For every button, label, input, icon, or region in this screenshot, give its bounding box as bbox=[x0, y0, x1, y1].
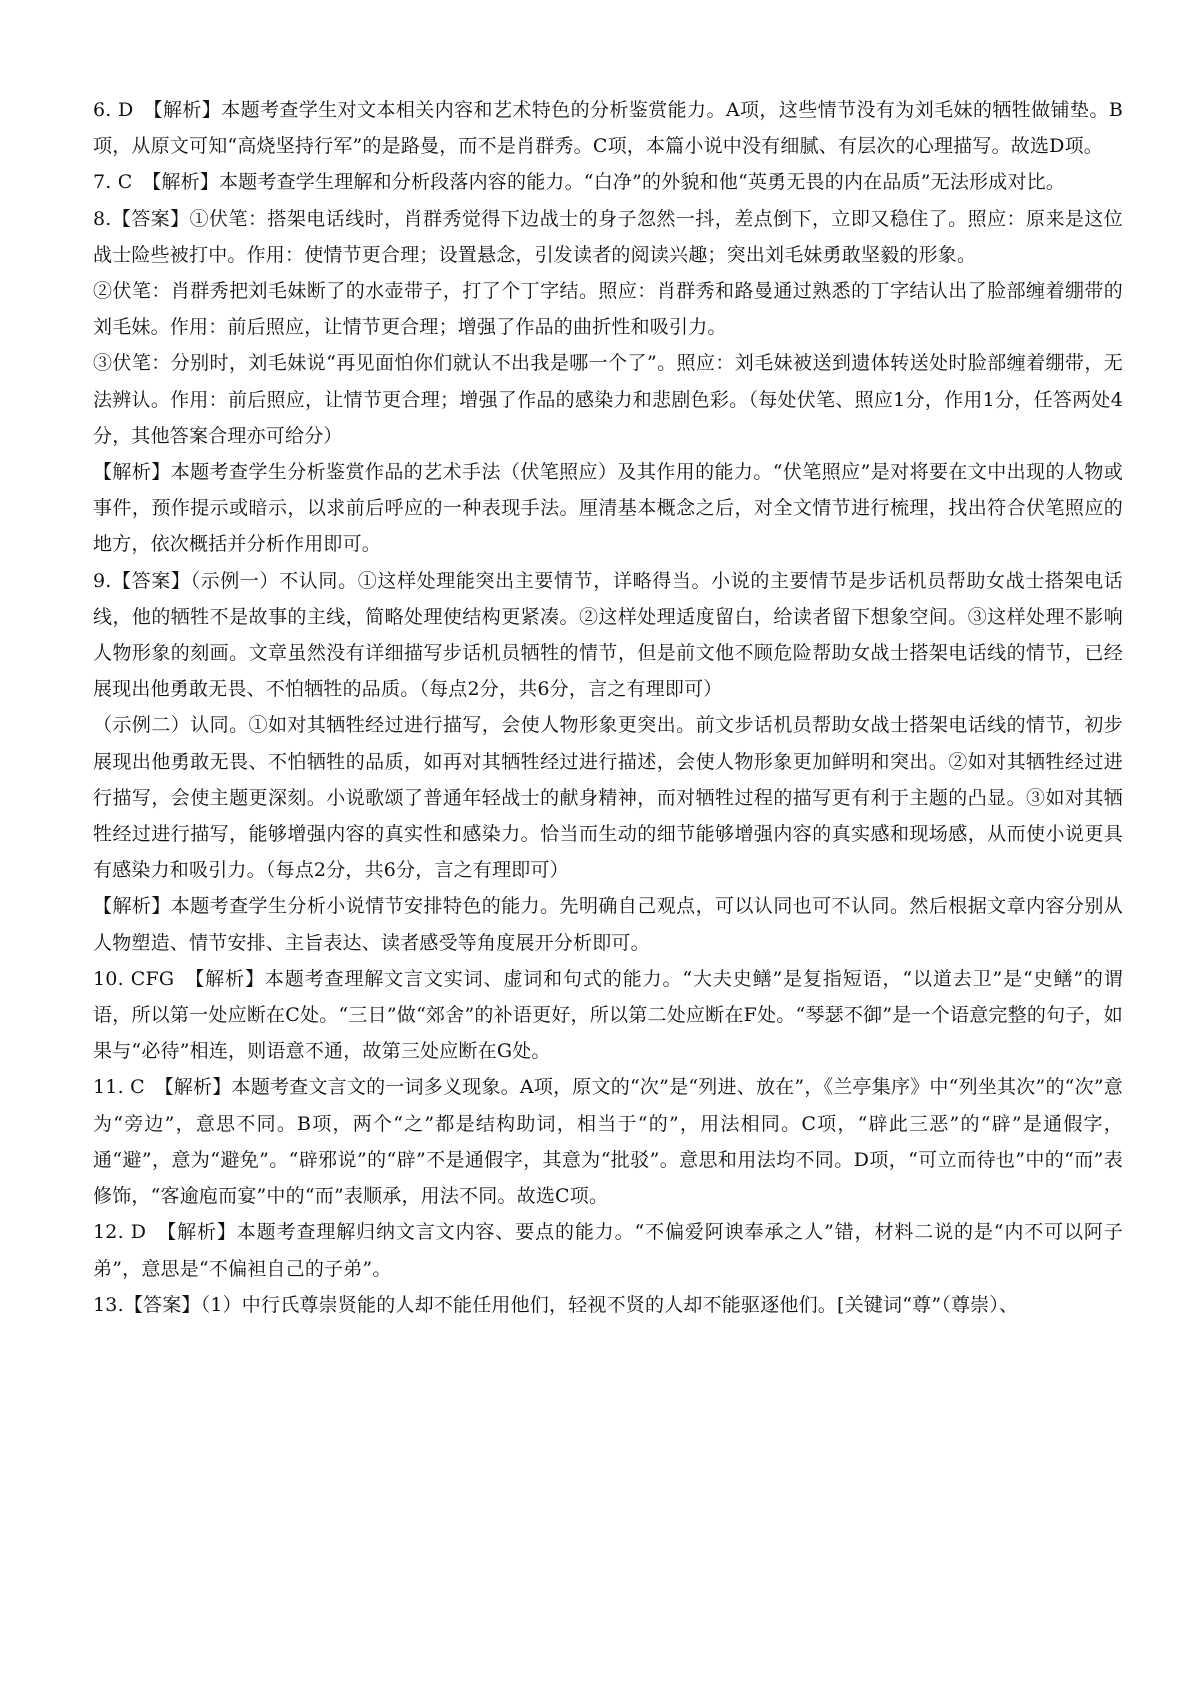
answer-6: 6. D 【解析】本题考查学生对文本相关内容和艺术特色的分析鉴赏能力。A项，这些情节没有为刘毛妹的牺牲做铺垫。B项，从原文可知“高烧坚持行军”的是路曼，而不是肖群秀。C项，本篇小说中没有细腻、有层次的心理描写。故选D项。 bbox=[93, 99, 1123, 158]
answer-8-part-2: ②伏笔：肖群秀把刘毛妹断了的水壶带子，打了个丁字结。照应：肖群秀和路曼通过熟悉的丁字结认出了脸部缠着绷带的刘毛妹。作用：前后照应，让情节更合理；增强了作品的曲折性和吸引力。 bbox=[93, 280, 1123, 339]
answer-8-part-3: ③伏笔：分别时，刘毛妹说“再见面怕你们就认不出我是哪一个了”。照应：刘毛妹被送到遗体转送处时脸部缠着绷带，无法辨认。作用：前后照应，让情节更合理；增强了作品的感染力和悲剧色彩。（每处伏笔、照应1分，作用1分，任答两处4分，其他答案合理亦可给分） bbox=[93, 352, 1123, 447]
answer-9-example-1: 9.【答案】（示例一）不认同。①这样处理能突出主要情节，详略得当。小说的主要情节是步话机员帮助女战士搭架电话线，他的牺牲不是故事的主线，简略处理使结构更紧凑。②这样处理适度留白，给读者留下想象空间。③这样处理不影响人物形象的刻画。文章虽然没有详细描写步话机员牺牲的情节，但是前文他不顾危险帮助女战士搭架电话线的情节，已经展现出他勇敢无畏、不怕牺牲的品质。（每点2分，共6分，言之有理即可） bbox=[93, 569, 1123, 701]
answer-11: 11. C 【解析】本题考查文言文的一词多义现象。A项，原文的“次”是“列进、放在”，《兰亭集序》中“列坐其次”的“次”意为“旁边”，意思不同。B项，两个“之”都是结构助词，相当于“的”，用法相同。C项，“辟此三恶”的“辟”是通假字，通“避”，意为“避免”。“辟邪说”的“辟”不是通假字，其意为“批驳”。意思和用法均不同。D项，“可立而待也”中的“而”表修饰，“客逾庖而宴”中的“而”表顺承，用法不同。故选C项。 bbox=[93, 1076, 1123, 1208]
answer-8-analysis: 【解析】本题考查学生分析鉴赏作品的艺术手法（伏笔照应）及其作用的能力。“伏笔照应”是对将要在文中出现的人物或事件，预作提示或暗示，以求前后呼应的一种表现手法。厘清基本概念之后，对全文情节进行梳理，找出符合伏笔照应的地方，依次概括并分析作用即可。 bbox=[93, 461, 1123, 556]
answer-12: 12. D 【解析】本题考查理解归纳文言文内容、要点的能力。“不偏爱阿谀奉承之人”错，材料二说的是“内不可以阿子弟”，意思是“不偏袒自己的子弟”。 bbox=[93, 1221, 1123, 1280]
answer-9-example-2: （示例二）认同。①如对其牺牲经过进行描写，会使人物形象更突出。前文步话机员帮助女战士搭架电话线的情节，初步展现出他勇敢无畏、不怕牺牲的品质，如再对其牺牲经过进行描述，会使人物形象更加鲜明和突出。②如对其牺牲经过进行描写，会使主题更深刻。小说歌颂了普通年轻战士的献身精神，而对牺牲过程的描写更有利于主题的凸显。③如对其牺牲经过进行描写，能够增强内容的真实性和感染力。恰当而生动的细节能够增强内容的真实感和现场感，从而使小说更具有感染力和吸引力。（每点2分，共6分，言之有理即可） bbox=[93, 714, 1123, 882]
answer-8-part-1: 8.【答案】①伏笔：搭架电话线时，肖群秀觉得下边战士的身子忽然一抖，差点倒下，立即又稳住了。照应：原来是这位战士险些被打中。作用：使情节更合理；设置悬念，引发读者的阅读兴趣；突出刘毛妹勇敢坚毅的形象。 bbox=[93, 207, 1123, 266]
answer-7: 7. C 【解析】本题考查学生理解和分析段落内容的能力。“白净”的外貌和他“英勇无畏的内在品质”无法形成对比。 bbox=[93, 171, 1066, 194]
answer-10: 10. CFG 【解析】本题考查理解文言文实词、虚词和句式的能力。“大夫史鳝”是复指短语，“以道去卫”是“史鳝”的谓语，所以第一处应断在C处。“三日”做“郊舍”的补语更好，所以第二处应断在F处。“琴瑟不御”是一个语意完整的句子，如果与“必待”相连，则语意不通，故第三处应断在G处。 bbox=[93, 967, 1123, 1063]
answer-document bbox=[93, 92, 1123, 1323]
answer-9-analysis: 【解析】本题考查学生分析小说情节安排特色的能力。先明确自己观点，可以认同也可不认同。然后根据文章内容分别从人物塑造、情节安排、主旨表达、读者感受等角度展开分析即可。 bbox=[93, 895, 1123, 954]
answer-13: 13.【答案】（1）中行氏尊崇贤能的人却不能任用他们，轻视不贤的人却不能驱逐他们。[关键词“尊”（尊崇）、 bbox=[93, 1293, 1019, 1316]
